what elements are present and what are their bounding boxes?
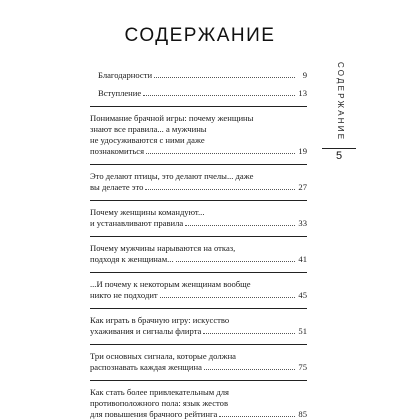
toc-entry-title-line: ухаживания и сигналы флирта [90,326,202,336]
dot-leaders [185,218,295,226]
dot-leaders [160,290,295,298]
dot-leaders [203,326,295,334]
toc-entry[interactable] [90,70,307,81]
toc-entry-title-line: вы делаете это [90,182,144,192]
toc-entry-title-line: подходя к женщинам... [90,254,174,264]
toc-entry-title-line: никто не подходит [90,290,158,300]
dot-leaders [145,182,295,190]
page-title: СОДЕРЖАНИЕ [124,25,276,46]
toc-entry-title-line: Три основных сигнала, которые должна [90,351,236,361]
toc-entry-title-line: Благодарности [98,70,153,80]
toc-divider [90,236,307,237]
toc-entry[interactable] [90,243,307,265]
page-number: 5 [336,150,343,162]
toc-entry-page: 51 [298,326,307,336]
dot-leaders [219,409,295,417]
toc-entry-title-line: Как играть в брачную игру: искусство [90,315,230,325]
toc-entry-last-line [90,409,307,420]
toc-entry-last-line [90,254,307,265]
toc-entry-last-line [90,146,307,157]
toc-entry[interactable] [90,315,307,337]
toc-entry-page: 85 [298,409,307,419]
toc-entry-page: 19 [298,146,307,156]
toc-entry-last-line [90,182,307,193]
toc-entry-title-line: и устанавливают правила [90,218,184,228]
toc-entry-last-line [90,362,307,373]
toc-divider [90,308,307,309]
toc-entry-title-line: Почему женщины командуют... [90,207,205,217]
toc-entry-title-line: не удосуживаются с ними даже [90,135,205,145]
dot-leaders [143,88,295,96]
toc-divider [90,380,307,381]
toc-entry-title-line: Как стать более привлекательным для [90,387,229,397]
toc-entry-page: 13 [298,88,307,98]
toc-entry-title-line: Это делают птицы, это делают пчелы... даже [90,171,254,181]
dot-leaders [154,70,295,78]
toc-entry[interactable] [90,279,307,301]
toc-entry-last-line [90,290,307,301]
toc-entry[interactable] [90,88,307,99]
toc-entry-page: 33 [298,218,307,228]
dot-leaders [146,146,295,154]
toc-entry[interactable] [90,351,307,373]
toc-entry-title-line: познакомиться [90,146,145,156]
toc-entry-title-line: Почему мужчины нарываются на отказ, [90,243,236,253]
toc-entry-page: 9 [302,70,307,80]
toc-entry-last-line [98,70,307,81]
toc-divider [90,106,307,107]
toc-entry-title-line: распознавать каждая женщина [90,362,202,372]
toc-entry-title-line: для повышения брачного рейтинга [90,409,218,419]
toc-entry-last-line [90,326,307,337]
toc-entry[interactable] [90,207,307,229]
toc-entry-page: 41 [298,254,307,264]
toc-entry-title-line: знают все правила... а мужчины [90,124,207,134]
toc-divider [90,272,307,273]
toc-entry-last-line [98,88,307,99]
toc-entry-title-line: Вступление [98,88,142,98]
toc-entry-title-line: противоположного пола: язык жестов [90,398,229,408]
toc-entry-page: 27 [298,182,307,192]
toc-divider [90,344,307,345]
toc-divider [90,164,307,165]
running-head-rule [322,148,356,149]
toc-entry-page: 75 [298,362,307,372]
toc-divider [90,200,307,201]
table-of-contents [90,70,307,420]
dot-leaders [204,362,295,370]
toc-entry[interactable] [90,171,307,193]
running-head: СОДЕРЖАНИЕ [336,62,345,142]
toc-entry[interactable] [90,387,307,420]
toc-entry-last-line [90,218,307,229]
toc-entry-title-line: ...И почему к некоторым женщинам вообще [90,279,251,289]
toc-entry-title-line: Понимание брачной игры: почему женщины [90,113,254,123]
toc-entry-page: 45 [298,290,307,300]
toc-entry[interactable] [90,113,307,157]
dot-leaders [176,254,295,262]
